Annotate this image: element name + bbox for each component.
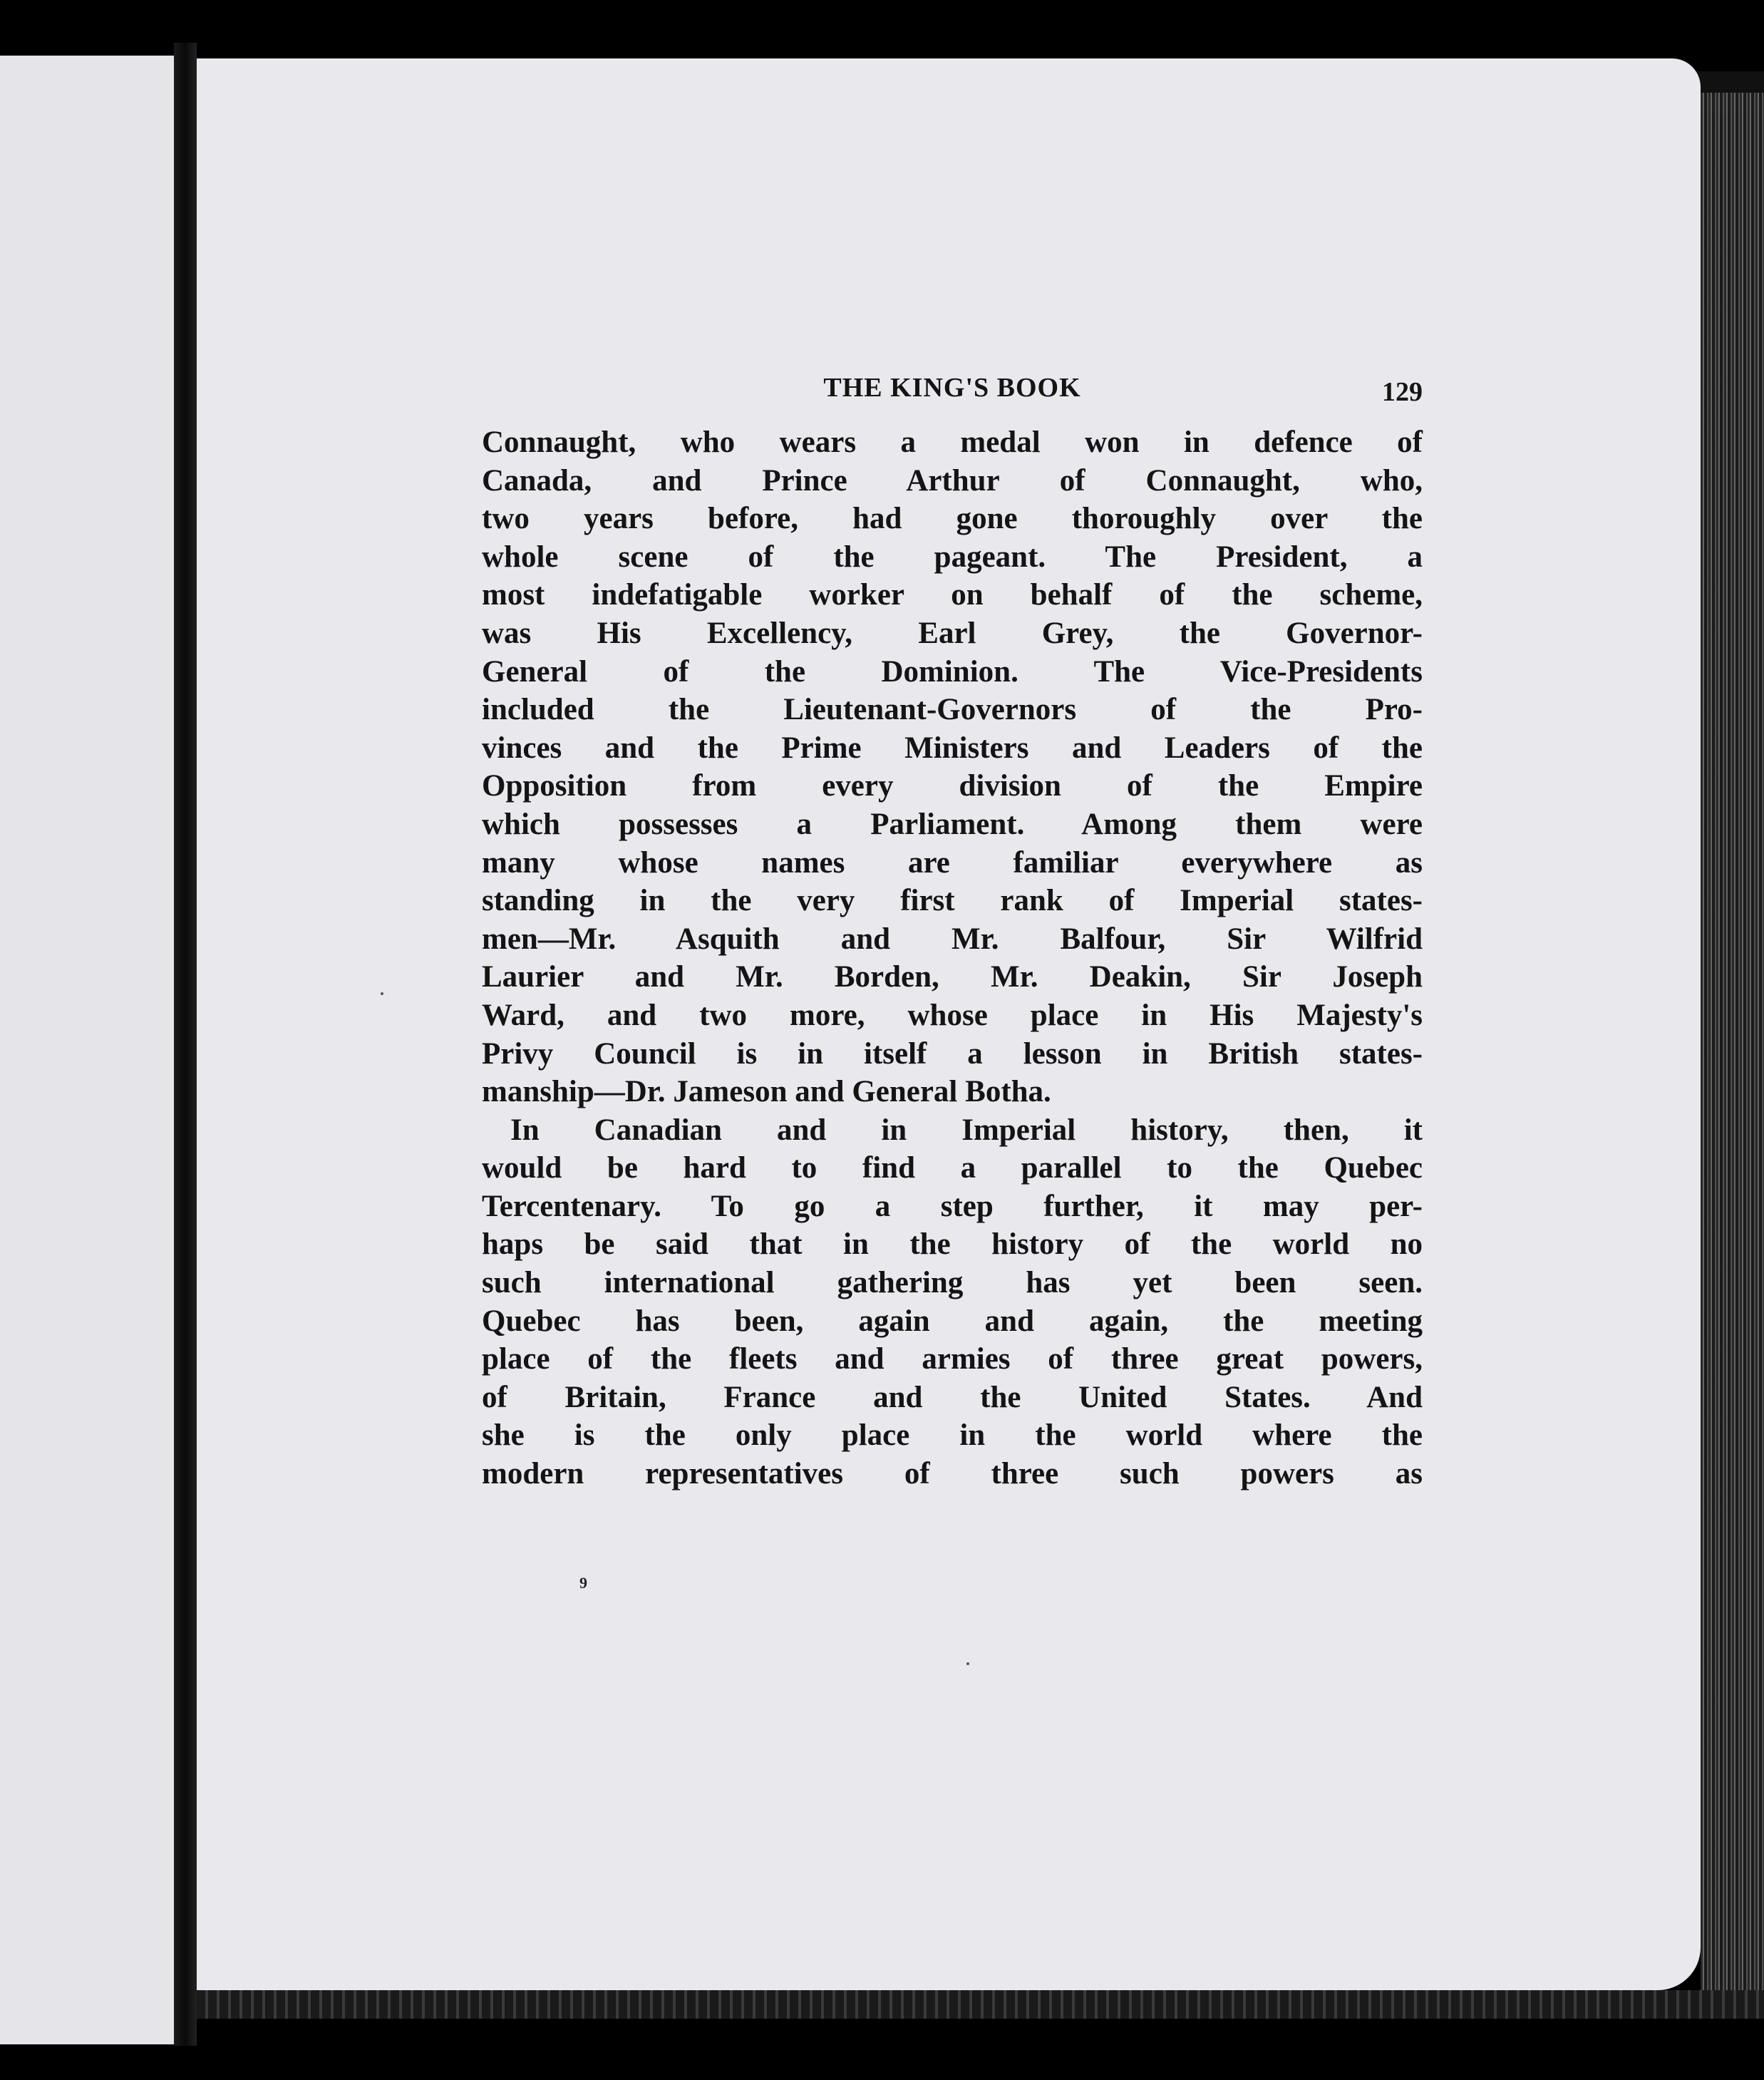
- text-line: included the Lieutenant-Governors of the Pro-: [482, 693, 1423, 727]
- text-line: manship—Dr. Jameson and General Botha.: [482, 1075, 1051, 1109]
- text-line: Quebec has been, again and again, the meeting: [482, 1304, 1423, 1338]
- text-line: vinces and the Prime Ministers and Leaders of the: [482, 731, 1423, 765]
- text-block: [482, 372, 1423, 1592]
- text-line: Tercentenary. To go a step further, it may per-: [482, 1189, 1423, 1223]
- text-line: many whose names are familiar everywhere as: [482, 845, 1423, 880]
- text-line: modern representatives of three such powers as: [482, 1457, 1423, 1491]
- text-line: Opposition from every division of the Empire: [482, 769, 1423, 803]
- text-line: General of the Dominion. The Vice-Presidents: [482, 654, 1423, 689]
- body-text: [482, 423, 1423, 1493]
- text-line: Privy Council is in itself a lesson in British states-: [482, 1036, 1423, 1071]
- page-number: 129: [1382, 377, 1423, 407]
- text-line: men—Mr. Asquith and Mr. Balfour, Sir Wilfrid: [482, 922, 1423, 956]
- dust-speck: [966, 1662, 969, 1665]
- text-line: standing in the very first rank of Imperial states-: [482, 884, 1423, 918]
- page-edges: [1701, 93, 1764, 2017]
- text-line: haps be said that in the history of the world no: [482, 1227, 1423, 1262]
- text-line: which possesses a Parliament. Among them were: [482, 807, 1423, 841]
- running-head-title: THE KING'S BOOK: [823, 373, 1081, 403]
- text-line: place of the fleets and armies of three great powers,: [482, 1342, 1423, 1376]
- text-line: was His Excellency, Earl Grey, the Governor-: [482, 616, 1423, 650]
- text-line: whole scene of the pageant. The President, a: [482, 540, 1423, 574]
- text-line: of Britain, France and the United States. And: [482, 1380, 1423, 1414]
- signature-mark: 9: [579, 1574, 587, 1592]
- text-line: would be hard to find a parallel to the Quebec: [482, 1151, 1423, 1185]
- previous-page-edge: [0, 56, 174, 2044]
- text-line: two years before, had gone thoroughly over the: [482, 502, 1423, 536]
- book-page: [197, 58, 1701, 1990]
- text-line: Laurier and Mr. Borden, Mr. Deakin, Sir Joseph: [482, 960, 1423, 994]
- text-line: most indefatigable worker on behalf of the scheme,: [482, 578, 1423, 612]
- text-line: Canada, and Prince Arthur of Connaught, who,: [482, 463, 1423, 498]
- text-line: In Canadian and in Imperial history, then, it: [510, 1113, 1423, 1147]
- dust-speck: [381, 992, 383, 995]
- running-head: [482, 372, 1423, 422]
- text-line: she is the only place in the world where the: [482, 1419, 1423, 1453]
- text-line: Connaught, who wears a medal won in defence of: [482, 426, 1423, 459]
- book-gutter: [174, 43, 197, 2046]
- text-line: Ward, and two more, whose place in His Majesty's: [482, 998, 1423, 1032]
- text-line: such international gathering has yet been seen.: [482, 1266, 1423, 1300]
- page-bottom-edge: [197, 1990, 1764, 2019]
